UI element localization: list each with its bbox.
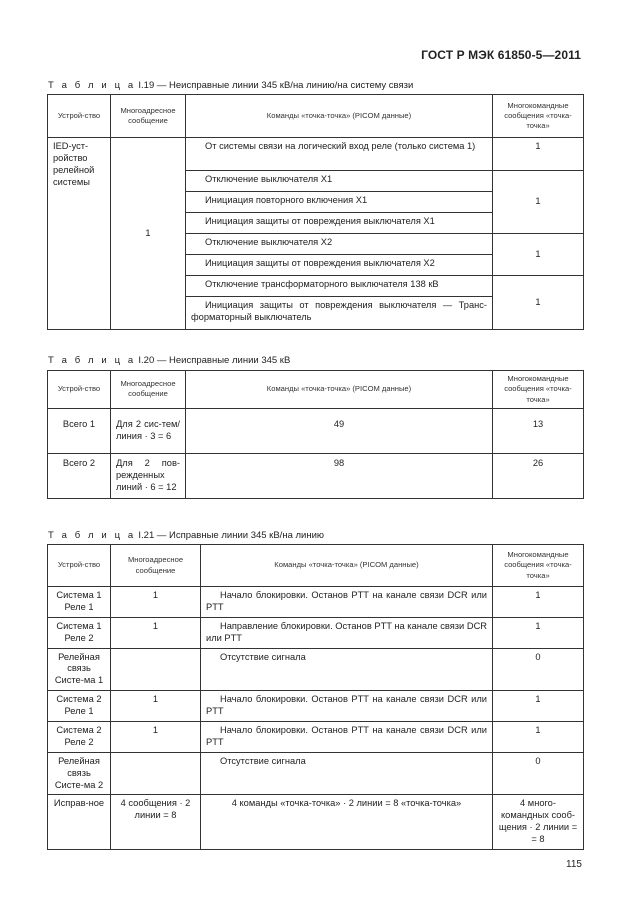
- t21-multi: 1: [493, 617, 584, 648]
- t21-multicast: 1: [111, 587, 201, 618]
- table-21-caption: [48, 530, 324, 541]
- t21-commands: Отсутствие сигнала: [201, 648, 493, 691]
- t21-device: Релейная связь Систе-ма 2: [48, 752, 111, 795]
- table-19-caption-text: I.19 — Неисправные линии 345 кВ/на линию/на систему связи: [135, 80, 414, 91]
- t21-device: Система 1 Реле 1: [48, 587, 111, 618]
- t19-multi: 1: [493, 138, 584, 171]
- t21-multi: 1: [493, 722, 584, 753]
- t20-col-device: Устрой-ство: [48, 371, 111, 409]
- t21-commands: Отсутствие сигнала: [201, 752, 493, 795]
- t19-col-multi: Многокомандные сообщения «точка-точка»: [493, 95, 584, 138]
- t21-col-device: Устрой-ство: [48, 545, 111, 587]
- t20-commands: 49: [186, 408, 493, 453]
- page-number: 115: [566, 859, 582, 870]
- t20-col-multicast: Многоадресное сообщение: [111, 371, 186, 409]
- t19-command: Отключение трансформаторного выключателя 138 кВ: [186, 276, 493, 297]
- t21-multi: 1: [493, 691, 584, 722]
- table-20-caption-text: I.20 — Неисправные линии 345 кВ: [135, 355, 291, 366]
- table-21-caption-prefix: Т а б л и ц а: [48, 530, 136, 541]
- t20-device: Всего 1: [48, 408, 111, 453]
- t20-device: Всего 2: [48, 453, 111, 498]
- t21-device: Система 2 Реле 2: [48, 722, 111, 753]
- t21-multicast: 1: [111, 691, 201, 722]
- t19-command: Инициация защиты от повреждения выключателя — Транс-форматорный выключатель: [186, 297, 493, 330]
- t21-multi: 0: [493, 752, 584, 795]
- t19-col-multicast: Многоадресное сообщение: [111, 95, 186, 138]
- t20-multicast: Для 2 сис-тем/линия · 3 = 6: [111, 408, 186, 453]
- table-19-caption: [48, 80, 413, 91]
- table-21-caption-text: I.21 — Исправные линии 345 кВ/на линию: [135, 530, 325, 541]
- t19-command: Инициация защиты от повреждения выключателя X1: [186, 213, 493, 234]
- t21-device: Исправ-ное: [48, 795, 111, 850]
- t19-command: От системы связи на логический вход реле (только система 1): [186, 138, 493, 171]
- t21-commands: Начало блокировки. Останов PTT на канале связи DCR или PTT: [201, 587, 493, 618]
- table-20-caption-prefix: Т а б л и ц а: [48, 355, 136, 366]
- table-19: [47, 94, 584, 330]
- t21-commands: 4 команды «точка-точка» · 2 линии = 8 «точка-точка»: [201, 795, 493, 850]
- t21-col-multi: Многокомандные сообщения «точка-точка»: [493, 545, 584, 587]
- table-20-caption: [48, 355, 290, 366]
- t20-multicast: Для 2 пов-режденных линий · 6 = 12: [111, 453, 186, 498]
- table-19-caption-prefix: Т а б л и ц а: [48, 80, 136, 91]
- t21-multicast: [111, 648, 201, 691]
- t20-commands: 98: [186, 453, 493, 498]
- t19-multi: 1: [493, 276, 584, 330]
- t19-command: Отключение выключателя X1: [186, 171, 493, 192]
- t20-multi: 13: [493, 408, 584, 453]
- t19-col-device: Устрой-ство: [48, 95, 111, 138]
- t19-multicast: 1: [111, 138, 186, 330]
- t21-col-commands: Команды «точка-точка» (PICOM данные): [201, 545, 493, 587]
- t21-multi: 4 много-командных сооб-щения · 2 линии = = 8: [493, 795, 584, 850]
- t21-device: Релейная связь Систе-ма 1: [48, 648, 111, 691]
- t19-col-commands: Команды «точка-точка» (PICOM данные): [186, 95, 493, 138]
- table-20: [47, 370, 584, 499]
- t21-commands: Начало блокировки. Останов PTT на канале связи DCR или PTT: [201, 722, 493, 753]
- t21-col-multicast: Многоадресное сообщение: [111, 545, 201, 587]
- t21-device: Система 1 Реле 2: [48, 617, 111, 648]
- t19-command: Отключение выключателя X2: [186, 234, 493, 255]
- standard-header: ГОСТ Р МЭК 61850-5—2011: [421, 48, 581, 62]
- t20-col-multi: Многокомандные сообщения «точка-точка»: [493, 371, 584, 409]
- t21-multicast: 1: [111, 722, 201, 753]
- t19-multi: 1: [493, 171, 584, 234]
- t21-multicast: 4 сообщения · 2 линии = 8: [111, 795, 201, 850]
- t19-device: IED-уст-ройство релейной системы: [48, 138, 111, 330]
- t21-commands: Направление блокировки. Останов PTT на канале связи DCR или PTT: [201, 617, 493, 648]
- t19-command: Инициация повторного включения X1: [186, 192, 493, 213]
- t19-multi: 1: [493, 234, 584, 276]
- t21-device: Система 2 Реле 1: [48, 691, 111, 722]
- t19-command: Инициация защиты от повреждения выключателя X2: [186, 255, 493, 276]
- table-21: [47, 544, 584, 850]
- t21-multi: 0: [493, 648, 584, 691]
- t20-multi: 26: [493, 453, 584, 498]
- t21-multicast: 1: [111, 617, 201, 648]
- t20-col-commands: Команды «точка-точка» (PICOM данные): [186, 371, 493, 409]
- t21-commands: Начало блокировки. Останов PTT на канале связи DCR или PTT: [201, 691, 493, 722]
- t21-multi: 1: [493, 587, 584, 618]
- t21-multicast: [111, 752, 201, 795]
